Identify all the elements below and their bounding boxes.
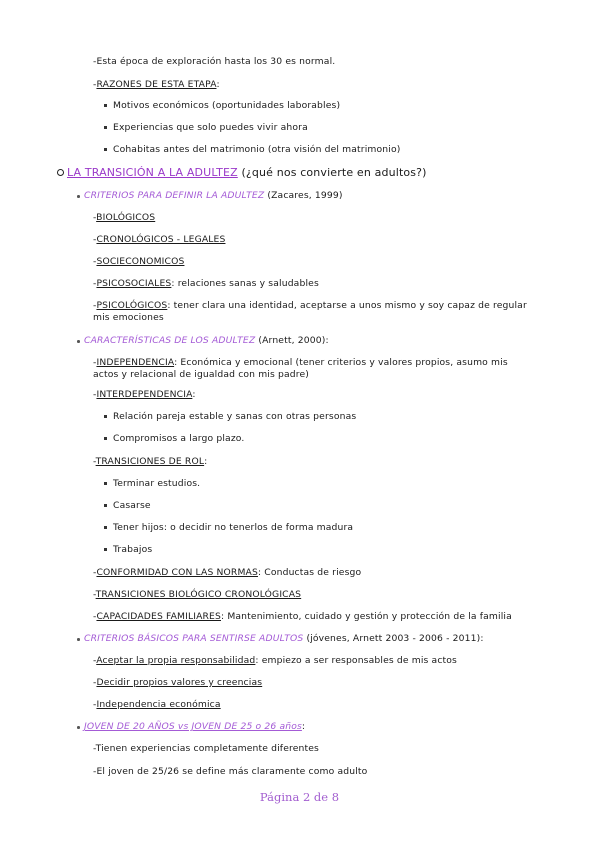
razones-label: RAZONES DE ESTA ETAPA <box>96 79 217 90</box>
caracteristicas-heading: CARACTERÍSTICAS DE LOS ADULTEZ (Arnett, 2000): <box>84 335 329 346</box>
list-item: Compromisos a largo plazo. <box>113 433 245 444</box>
section-subtitle: (¿qué nos convierte en adultos?) <box>237 166 427 179</box>
conformidad-item: -CONFORMIDAD CON LAS NORMAS: Conductas de riesgo <box>93 567 362 578</box>
list-item: -PSICOLÓGICOS: tener clara una identidad, aceptarse a unos mismo y soy capaz de regular mis emociones <box>93 300 527 323</box>
bullet-square-icon <box>104 526 107 529</box>
bullet-dot-icon <box>77 195 80 198</box>
list-item: -El joven de 25/26 se define más claramente como adulto <box>93 766 368 777</box>
transiciones-bio-item: -TRANSICIONES BIOLÓGICO CRONOLÓGICAS <box>93 589 302 600</box>
razones-heading: -RAZONES DE ESTA ETAPA: <box>93 79 220 90</box>
bullet-square-icon <box>104 437 107 440</box>
list-item: -BIOLÓGICOS <box>93 212 156 223</box>
section-title-line <box>67 166 427 180</box>
intro-line: -Esta época de exploración hasta los 30 es normal. <box>93 56 336 67</box>
list-item: Motivos económicos (oportunidades laborables) <box>113 100 341 111</box>
list-item: Trabajos <box>113 544 153 555</box>
bullet-dot-icon <box>77 638 80 641</box>
bullet-square-icon <box>104 482 107 485</box>
bullet-square-icon <box>104 104 107 107</box>
list-item: -Independencia económica <box>93 699 221 710</box>
list-item: -Decidir propios valores y creencias <box>93 677 263 688</box>
criterios-definir-heading: CRITERIOS PARA DEFINIR LA ADULTEZ (Zacares, 1999) <box>84 190 343 201</box>
page-number: Página 2 de 8 <box>259 790 340 804</box>
bullet-square-icon <box>104 504 107 507</box>
interdependencia-heading: -INTERDEPENDENCIA: <box>93 389 196 400</box>
bullet-circle-icon <box>57 169 64 176</box>
bullet-square-icon <box>104 126 107 129</box>
list-item: Casarse <box>113 500 151 511</box>
transiciones-heading: -TRANSICIONES DE ROL: <box>93 456 208 467</box>
bullet-dot-icon <box>77 340 80 343</box>
independencia-item: -INDEPENDENCIA: Económica y emocional (tener criterios y valores propios, asumo mis actos y relacional de igualdad con mis padre) <box>93 357 508 380</box>
capacidades-item: -CAPACIDADES FAMILIARES: Mantenimiento, cuidado y gestión y protección de la familia <box>93 611 512 622</box>
bullet-square-icon <box>104 548 107 551</box>
list-item: -Aceptar la propia responsabilidad: empiezo a ser responsables de mis actos <box>93 655 457 666</box>
bullet-dot-icon <box>77 726 80 729</box>
section-title: LA TRANSICIÓN A LA ADULTEZ <box>67 166 238 179</box>
list-item: -CRONOLÓGICOS - LEGALES <box>93 234 226 245</box>
list-item: -PSICOSOCIALES: relaciones sanas y saludables <box>93 278 319 289</box>
list-item: Terminar estudios. <box>113 478 201 489</box>
bullet-square-icon <box>104 148 107 151</box>
list-item: Tener hijos: o decidir no tenerlos de forma madura <box>113 522 354 533</box>
list-item: -Tienen experiencias completamente diferentes <box>93 743 319 754</box>
list-item: Cohabitas antes del matrimonio (otra visión del matrimonio) <box>113 144 401 155</box>
criterios-basicos-heading: CRITERIOS BÁSICOS PARA SENTIRSE ADULTOS (jóvenes, Arnett 2003 - 2006 - 2011): <box>84 633 484 644</box>
list-item: Relación pareja estable y sanas con otras personas <box>113 411 357 422</box>
bullet-square-icon <box>104 415 107 418</box>
list-item: Experiencias que solo puedes vivir ahora <box>113 122 308 133</box>
list-item: -SOCIECONOMICOS <box>93 256 185 267</box>
joven-heading: JOVEN DE 20 AÑOS vs JOVEN DE 25 o 26 años: <box>84 721 306 732</box>
